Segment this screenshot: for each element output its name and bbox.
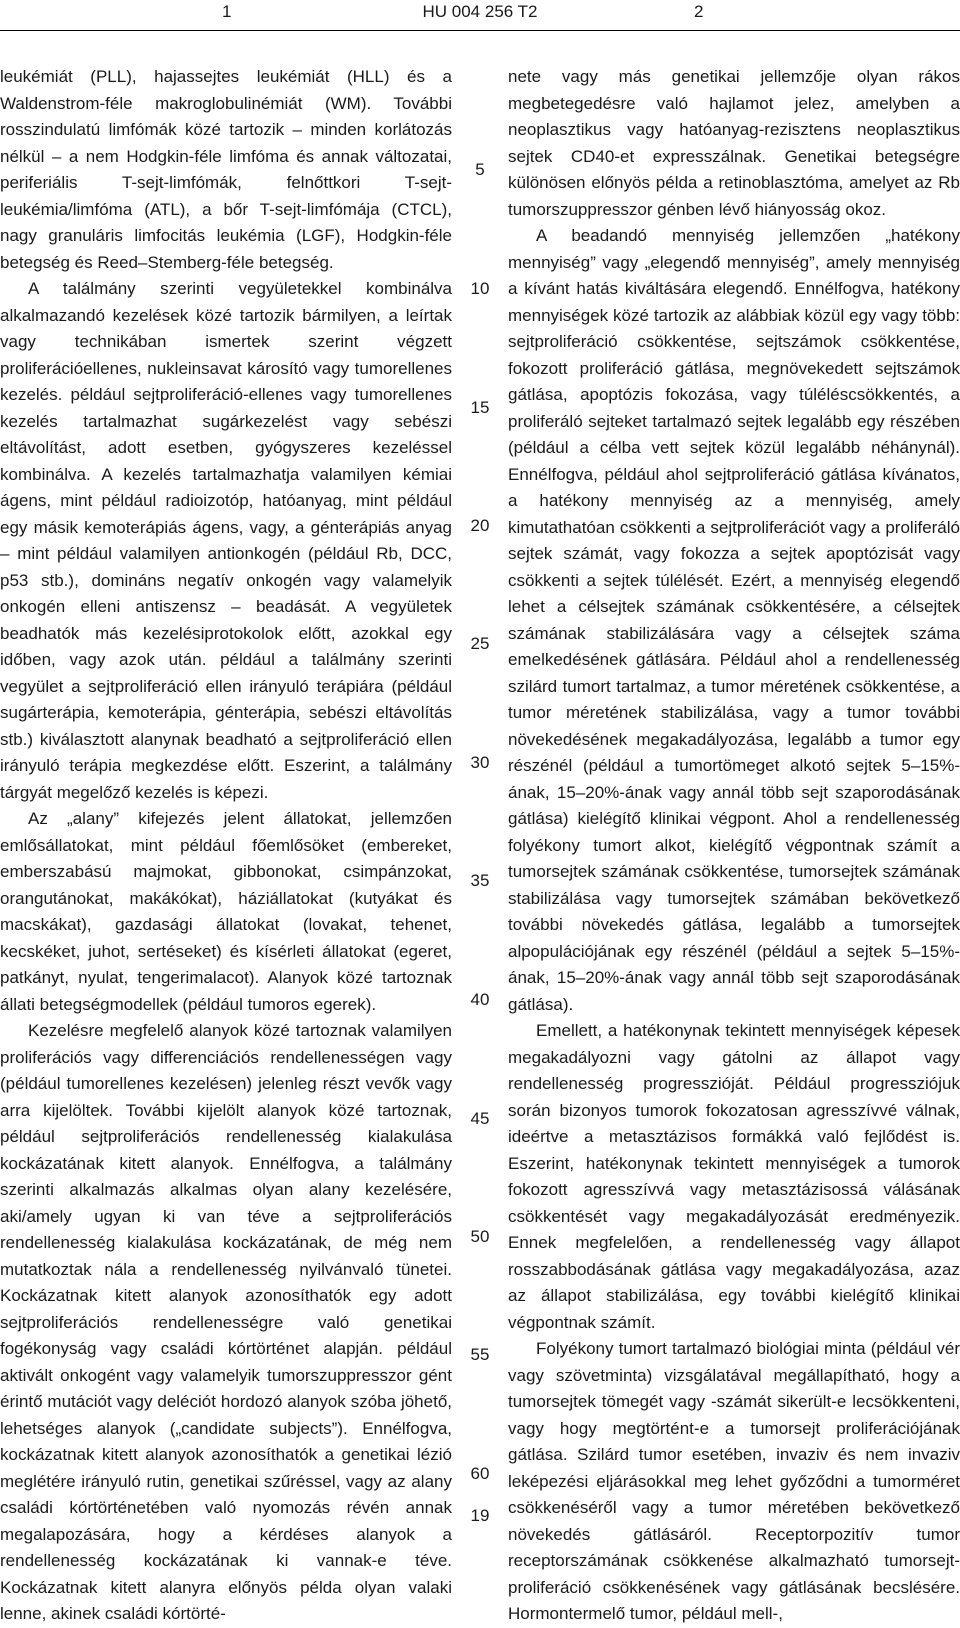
header-right-page-number: 2	[694, 2, 704, 21]
paragraph: Kezelésre megfelelő alanyok közé tartoznak valamilyen proliferációs vagy differenciációs rendellenességen vagy (például tumorellenes kezelésen) jelenleg részt vevők vagy arra kijelöltek. További kijelölt alanyok közé tartoznak, például sejtproliferációs rendellenesség kialakulása kockázatának kitett alanyok. Ennélfogva, a találmány szerinti alkalmazás alkalmas olyan alany kezelésére, aki/amely ugyan ki van téve a sejtproliferációs rendellenesség kialakulása kockázatának, de még nem mutatkoztak nála a rendellenesség nyilvánvaló tünetei. Kockázatnak kitett alanyok azonosíthatók egy adott sejtproliferációs rendellenességre való genetikai fogékonyság vagy családi kórtörténet alapján. például aktivált onkogént vagy valamelyik tumorszuppresszor gént érintő mutációt vagy deléciót hordozó alanyok szóba jöhető, lehetséges alanyok („candidate subjects”). Ennélfogva, kockázatnak kitett alanyok azonosíthatók a genetikai lézió meglétére irányuló rutin, genetikai szűréssel, vagy az alany családi kórtörténetében való nyomozás révén annak megalapozására, hogy a kérdéses alanyok a rendellenesség kockázatának ki vannak-e téve. Kockázatnak kitett alanyra előnyös példa olyan valaki lenne, akinek családi kórtörté-	[0, 1021, 452, 1623]
line-number: 50	[470, 1227, 490, 1246]
header-left-page-number: 1	[222, 2, 232, 21]
line-number: 35	[470, 871, 490, 890]
paragraph: A beadandó mennyiség jellemzően „hatékony mennyiség” vagy „elegendő mennyiség”, amely mennyiség a kívánt hatás kiváltására elegendő. Ennélfogva, hatékony mennyiségek közé tartozik az alábbiak közül egy vagy több: sejtproliferáció csökkentése, sejtszámok csökkentése, fokozott proliferáció gátlása, megnövekedett sejtszámok gátlása, apoptózis fokozása, vagy túléléscsökkentés, a proliferáló sejteket tartalmazó sejtek legalább egy részében (például a célba vett sejtek közül legalább néhánynál). Ennélfogva, például ahol sejtproliferáció gátlása kívánatos, a hatékony mennyiség az a mennyiség, amely kimutathatóan csökkenti a sejtproliferációt vagy a proliferáló sejtek számát, vagy fokozza a sejtek apoptózisát vagy csökkenti a sejtek túlélését. Ezért, a mennyiség elegendő lehet a célsejtek számának csökkentésére, a célsejtek számának stabilizálására vagy a célsejtek száma emelkedésének gátlására. Például ahol a rendellenesség szilárd tumort tartalmaz, a tumor méretének csökkentése, a tumor méretének stabilizálása, vagy a tumor további növekedésének megakadályozása, legalább a tumor egy részénél (például a tumortömeget alkotó sejtek 5–15%-ának, 15–20%-ának vagy annál több sejt szaporodásának gátlása) kielégítő klinikai végpont. Ahol a rendellenesség folyékony tumort alkot, kielégítő végpontnak számít a tumorsejtek számának csökkentése, tumorsejtek számának stabilizálása vagy tumorsejtek számában bekövetkező további növekedés gátlása, legalább a tumorsejtek alpopulációjának egy részénél (például a sejtek 5–15%-ának, 15–20%-ának vagy annál több sejt szaporodásának gátlása).	[508, 226, 960, 1014]
paragraph: nete vagy más genetikai jellemzője olyan rákos megbetegedésre való hajlamot jelez, amelyben a neoplasztikus vagy hatóanyag-rezisztens neoplasztikus sejtek CD40-et expresszálnak. Genetikai betegségre különösen előnyös példa a retinoblasztóma, amelyet az Rb tumorszuppresszor génben lévő hiányosság okoz.	[508, 67, 960, 219]
paragraph: Folyékony tumort tartalmazó biológiai minta (például vér vagy szövetminta) vizsgálatával megállapítható, hogy a tumorsejtek tömegét vagy -számát sikerült-e lecsökkenteni, vagy hogy megtörtént-e a tumorsejt proliferációjának gátlása. Szilárd tumor esetében, invaziv és nem invaziv leképezési eljárásokkal meg lehet győződni a tumorméret csökkenéséről vagy a tumor méretében bekövetkező növekedés gátlásáról. Receptorpozitív tumor receptorszámának csökkenése alkalmazható tumorsejt-proliferáció csökkenésének vagy gátlásának becslésére. Hormontermelő tumor, például mell-,	[508, 1339, 960, 1623]
line-number: 10	[470, 279, 490, 298]
left-column	[0, 64, 452, 1628]
paragraph: A találmány szerinti vegyületekkel kombinálva alkalmazandó kezelések közé tartozik bármilyen, a leírtak vagy technikában ismertek szerint végzett proliferációellenes, nukleinsavat károsító vagy tumorellenes kezelés. például sejtproliferáció-ellenes vagy tumorellenes kezelés tartalmazhat sugárkezelést vagy sebészi eltávolítást, adott esetben, gyógyszeres kezeléssel kombinálva. A kezelés tartalmazhatja valamilyen kémiai ágens, mint például radioizotóp, hatóanyag, mint például egy másik kemoterápiás ágens, vagy, a génterápiás anyag – mint például valamilyen antionkogén (például Rb, DCC, p53 stb.), domináns negatív onkogén vagy valamelyik onkogén elleni antiszensz – beadását. A vegyületek beadhatók más kezelésiprotokolok előtt, azokkal egy időben, vagy azok után. például a találmány szerinti vegyület a sejtproliferáció ellen irányuló terápiára (például sugárterápia, kemoterápia, génterápia, sebészi eltávolítás stb.) kiválasztott alanynak beadható a sejtproliferáció ellen irányuló terápia megkezdése előtt. Eszerint, a találmány tárgyát megelőző kezelés is képezi.	[0, 279, 452, 802]
line-number: 25	[470, 634, 490, 653]
paragraph: leukémiát (PLL), hajassejtes leukémiát (HLL) és a Waldenstrom-féle makroglobulinémiát (WM). További rosszindulatú limfómák közé tartozik – minden korlátozás nélkül – a nem Hodgkin-féle limfóma és annak változatai, periferiális T-sejt-limfómák, felnőttkori T-sejt-leukémia/limfóma (ATL), a bőr T-sejt-limfómája (CTCL), nagy granuláris limfocitás leukémia (LGF), Hodgkin-féle betegség és Reed–Stemberg-féle betegség.	[0, 67, 452, 272]
line-number: 55	[470, 1345, 490, 1364]
line-number: 5	[475, 160, 485, 179]
paragraph: Az „alany” kifejezés jelent állatokat, jellemzően emlősállatokat, mint például főemlősöket (embereket, emberszabású majmokat, gibbonokat, csimpánzokat, orangutánokat, makákókat), háziállatokat (kutyákat és macskákat), gazdasági állatokat (lovakat, tehenet, kecskéket, juhot, sertéseket) és kísérleti állatokat (egeret, patkányt, nyulat, tengerimalacot). Alanyok közé tartoznak állati betegségmodellek (például tumoros egerek).	[0, 809, 452, 1014]
line-number: 40	[470, 990, 490, 1009]
header-document-id: HU 004 256 T2	[422, 2, 538, 21]
footer-page-number: 19	[470, 1506, 490, 1525]
line-number: 60	[470, 1464, 490, 1483]
line-number: 15	[470, 398, 490, 417]
line-number: 30	[470, 753, 490, 772]
line-number: 20	[470, 516, 490, 535]
header-rule	[0, 30, 960, 31]
right-column	[508, 64, 960, 1628]
paragraph: Emellett, a hatékonynak tekintett mennyiségek képesek megakadályozni vagy gátolni az állapot vagy rendellenesség progresszióját. Például progressziójuk során bizonyos tumorok fokozatosan agresszívvé válnak, ideértve a metasztázisos formákká való fejlődést is. Eszerint, hatékonynak tekintett mennyiségek a tumorok fokozott agresszívvá vagy metasztázisossá válásának csökkentését vagy megakadályozását eredményezik. Ennek megfelelően, a rendellenesség vagy állapot rosszabbodásának gátlása vagy megakadályozása, azaz az állapot stabilizálása, egy további kielégítő klinikai végpontnak számít.	[508, 1021, 960, 1332]
line-number: 45	[470, 1109, 490, 1128]
